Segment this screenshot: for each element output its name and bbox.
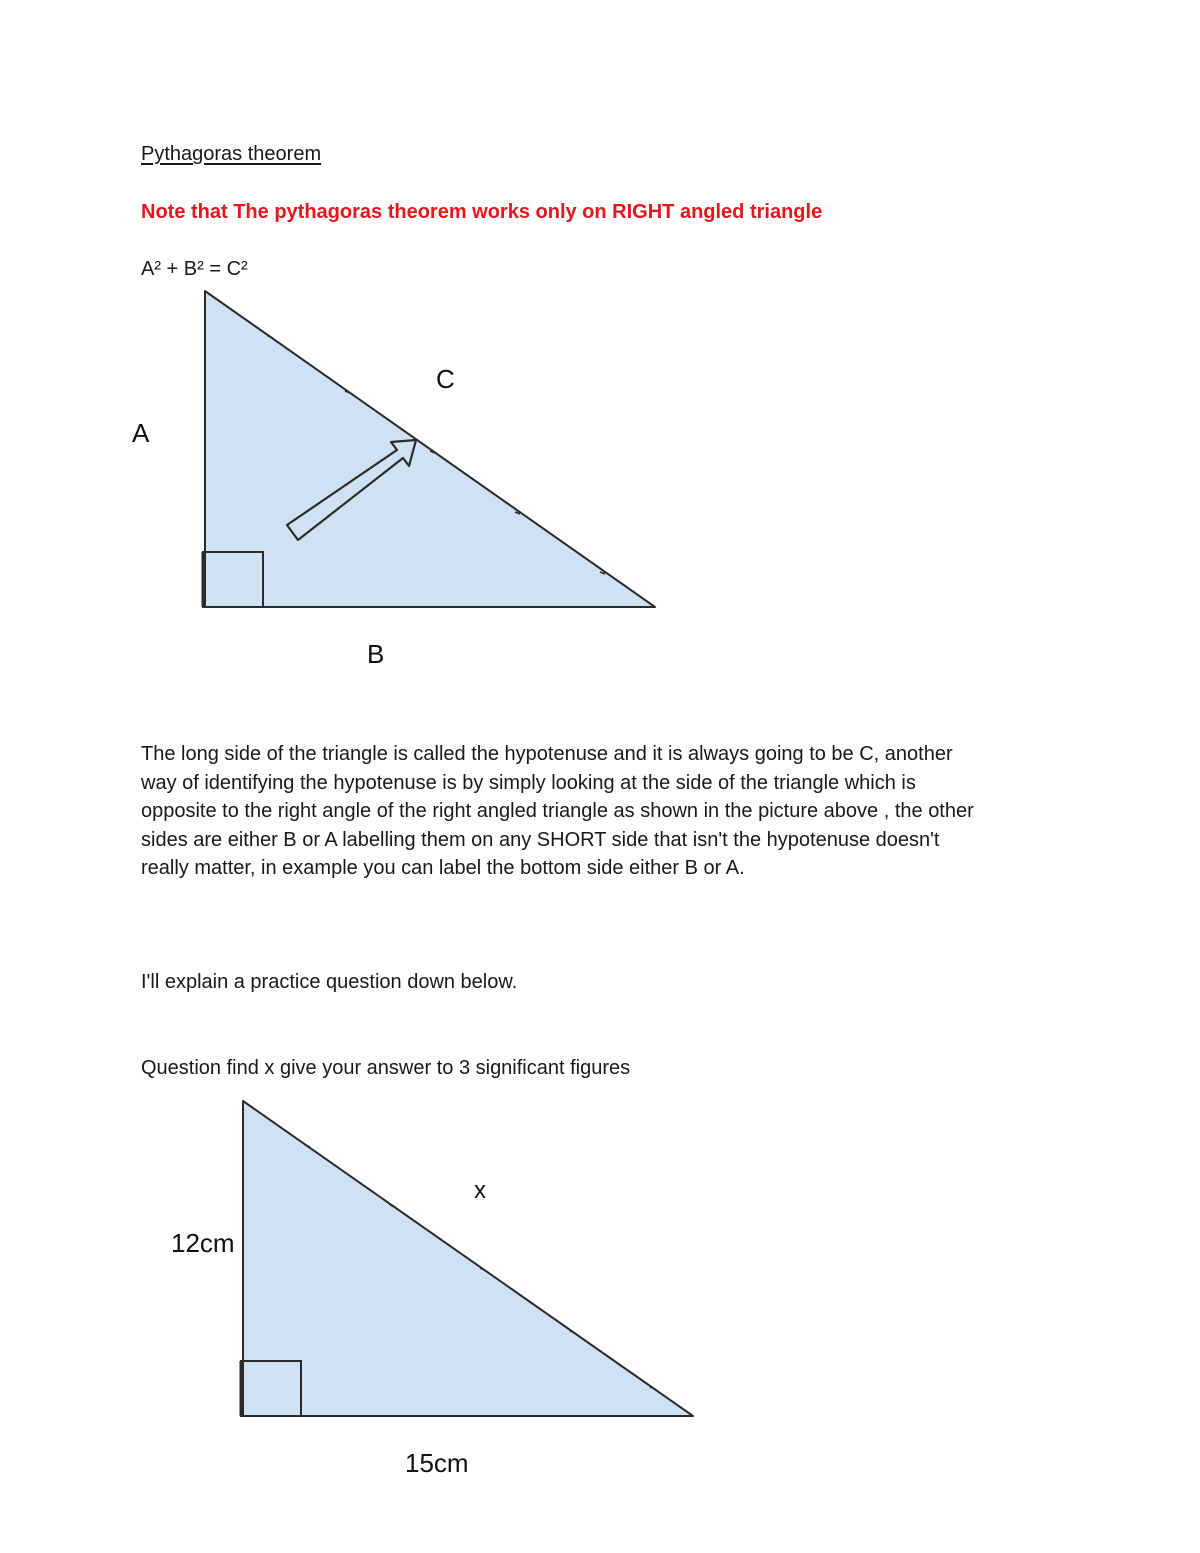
label-x: x <box>474 1177 486 1204</box>
label-b: B <box>367 639 385 669</box>
triangle-question <box>243 1101 693 1416</box>
label-15cm: 15cm <box>405 1448 469 1478</box>
paragraph-line: The long side of the triangle is called the hypotenuse and it is always going to be C, another <box>141 743 953 765</box>
paragraph-line: opposite to the right angle of the right angled triangle as shown in the picture above , the other <box>141 800 974 822</box>
practice-intro: I'll explain a practice question down below. <box>141 971 518 993</box>
note-right-angle: Note that The pythagoras theorem works only on RIGHT angled triangle <box>141 201 823 223</box>
label-a: A <box>132 418 150 448</box>
paragraph-line: sides are either B or A labelling them on any SHORT side that isn't the hypotenuse doesn't <box>141 828 940 851</box>
label-12cm: 12cm <box>171 1228 235 1258</box>
formula: A² + B² = C² <box>141 258 248 280</box>
page-title: Pythagoras theorem <box>141 143 322 165</box>
label-c: C <box>436 364 455 394</box>
practice-question: Question find x give your answer to 3 significant figures <box>141 1057 631 1079</box>
paragraph-line: way of identifying the hypotenuse is by simply looking at the side of the triangle which is <box>141 771 916 794</box>
paragraph-line: really matter, in example you can label the bottom side either B or A. <box>141 857 745 879</box>
